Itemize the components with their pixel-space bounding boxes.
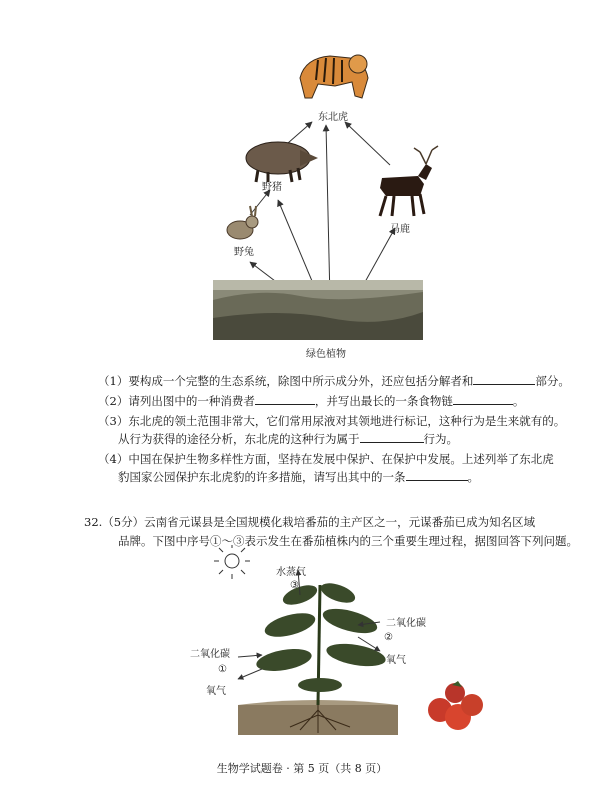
q31-item3b-text: 从行为获得的途径分析，东北虎的这种行为属于 <box>118 432 360 446</box>
sun-icon <box>214 545 250 579</box>
landscape-photo <box>213 280 423 340</box>
q31-item4b-end: 。 <box>467 470 479 484</box>
label-process-1: ① <box>218 664 227 675</box>
label-co2-left: 二氧化碳 <box>190 649 230 660</box>
q31-item4a: （4）中国在保护生物多样性方面，坚持在发展中保护、在保护中发展。上述列举了东北虎 <box>98 452 554 466</box>
q31-item2-mid: ，并写出最长的一条食物链 <box>314 394 453 408</box>
arrow-co2-out-left <box>238 655 262 657</box>
food-web-figure <box>0 0 604 360</box>
tomatoes-illustration <box>428 681 483 730</box>
label-boar: 野猪 <box>262 182 282 193</box>
q31-item4b <box>118 468 479 486</box>
label-o2-left: 氧气 <box>206 686 226 697</box>
q31-item2-text: （2）请列出图中的一种消费者 <box>98 394 255 408</box>
arrow-plant-to-tiger <box>326 125 330 300</box>
arrow-o2-in-left <box>238 669 262 679</box>
q32-line1: 32.（5分）云南省元谋县是全国规模化栽培番茄的主产区之一，元谋番茄已成为知名区域 <box>84 515 536 529</box>
label-process-3: ③ <box>290 580 299 591</box>
label-water-vapor: 水蒸气 <box>276 567 306 578</box>
q31-item3a: （3）东北虎的领土范围非常大，它们常用尿液对其领地进行标记，这种行为是生来就有的。 <box>98 414 566 428</box>
q31-item1-text: （1）要构成一个完整的生态系统，除图中所示成分外，还应包括分解者和 <box>98 374 474 388</box>
q32-line2: 品牌。下图中序号①～③表示发生在番茄植株内的三个重要生理过程，据图回答下列问题。 <box>118 534 578 548</box>
label-deer: 马鹿 <box>390 224 410 235</box>
answer-blank[interactable] <box>406 468 468 481</box>
q31-item2 <box>98 392 524 410</box>
q31-item1 <box>98 372 570 390</box>
label-green-plants: 绿色植物 <box>306 349 346 360</box>
tiger-illustration <box>300 55 368 98</box>
label-process-2: ② <box>384 632 393 643</box>
page-footer: 生物学试题卷 · 第 5 页（共 8 页） <box>216 762 388 775</box>
boar-illustration <box>246 142 318 182</box>
label-rabbit: 野兔 <box>234 247 254 258</box>
answer-blank[interactable] <box>360 430 424 443</box>
label-co2-right: 二氧化碳 <box>386 618 426 629</box>
q31-item4b-text: 豹国家公园保护东北虎豹的许多措施，请写出其中的一条 <box>118 470 406 484</box>
answer-blank[interactable] <box>453 392 513 405</box>
answer-blank[interactable] <box>255 392 315 405</box>
answer-blank[interactable] <box>473 372 535 385</box>
label-tiger: 东北虎 <box>318 112 348 123</box>
q31-item3b-end: 行为。 <box>423 432 458 446</box>
label-o2-right: 氧气 <box>386 655 406 666</box>
q31-item3b <box>118 430 458 448</box>
q31-item1-end: 部分。 <box>535 374 570 388</box>
deer-illustration <box>380 146 438 216</box>
q31-item2-end: 。 <box>512 394 525 408</box>
arrow-rabbit-to-boar <box>250 190 270 215</box>
arrow-deer-to-tiger <box>345 122 390 165</box>
